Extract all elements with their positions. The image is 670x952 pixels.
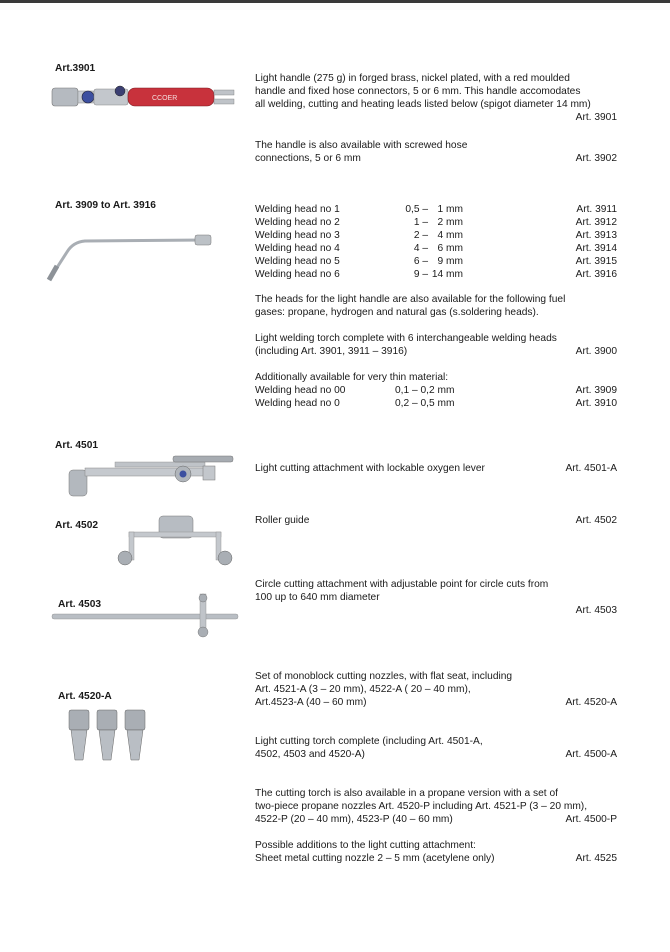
- circle-line-1: Circle cutting attachment with adjustable point for circle cuts from: [255, 579, 549, 590]
- welding-head-name: Welding head no 2: [255, 217, 340, 228]
- cutting-attachment-image: [65, 452, 240, 500]
- label-art-3909-3916: Art. 3909 to Art. 3916: [55, 200, 156, 211]
- nozzles-line-2: Art. 4521-A (3 – 20 mm), 4522-A ( 20 – 40 mm),: [255, 684, 471, 695]
- thin-name: Welding head no 0: [255, 398, 340, 409]
- handle-desc-line-1: Light handle (275 g) in forged brass, nickel plated, with a red moulded: [255, 73, 570, 84]
- welding-head-name: Welding head no 1: [255, 204, 340, 215]
- handle-desc-line-3: all welding, cutting and heating leads listed below (spigot diameter 14 mm): [255, 99, 591, 110]
- label-art-4502: Art. 4502: [55, 520, 99, 531]
- light-handle-image: [50, 80, 240, 114]
- welding-head-range-from: 1 –: [413, 217, 428, 228]
- additions-line: Sheet metal cutting nozzle 2 – 5 mm (acetylene only): [255, 853, 495, 864]
- nozzles-line-3: Art.4523-A (40 – 60 mm): [255, 697, 367, 708]
- welding-head-name: Welding head no 4: [255, 243, 340, 254]
- welding-head-range-from: 0,5 –: [405, 204, 428, 215]
- fuel-line-2: gases: propane, hydrogen and natural gas (s.soldering heads).: [255, 307, 539, 318]
- welding-head-range-from: 4 –: [413, 243, 428, 254]
- torch-line-2: (including Art. 3901, 3911 – 3916): [255, 346, 408, 357]
- handle-art: Art. 3901: [575, 112, 617, 123]
- welding-head-art: Art. 3912: [575, 217, 617, 228]
- propane-line-1: The cutting torch is also available in a propane version with a set of: [255, 788, 558, 799]
- cuttorch-art: Art. 4500-A: [565, 749, 617, 760]
- welding-head-range-to: 1 mm: [437, 204, 463, 215]
- nozzles-image: [65, 708, 150, 766]
- welding-head-art: Art. 3916: [575, 269, 617, 280]
- welding-head-art: Art. 3915: [575, 256, 617, 267]
- additions-art: Art. 4525: [575, 853, 617, 864]
- welding-head-range-from: 6 –: [413, 256, 428, 267]
- welding-head-row: [255, 203, 617, 216]
- welding-head-range-to: 9 mm: [437, 256, 463, 267]
- welding-head-art: Art. 3913: [575, 230, 617, 241]
- cutting-art: Art. 4501-A: [565, 463, 617, 474]
- welding-head-row: [255, 268, 617, 281]
- roller-text: Roller guide: [255, 515, 310, 526]
- roller-guide-image: [115, 512, 235, 570]
- welding-head-range-to: 6 mm: [437, 243, 463, 254]
- thin-name: Welding head no 00: [255, 385, 346, 396]
- circle-line-2: 100 up to 640 mm diameter: [255, 592, 380, 603]
- handle-brand-text: CCOER: [152, 95, 178, 102]
- screwed-art: Art. 3902: [575, 153, 617, 164]
- torch-art: Art. 3900: [575, 346, 617, 357]
- welding-head-name: Welding head no 3: [255, 230, 340, 241]
- circle-art: Art. 4503: [575, 605, 617, 616]
- thin-art: Art. 3909: [575, 385, 617, 396]
- screwed-line-1: The handle is also available with screwed hose: [255, 140, 468, 151]
- thin-art: Art. 3910: [575, 398, 617, 409]
- welding-head-row: [255, 229, 617, 242]
- additions-intro: Possible additions to the light cutting attachment:: [255, 840, 476, 851]
- label-art-3901: Art.3901: [55, 63, 96, 74]
- welding-head-range-from: 2 –: [413, 230, 428, 241]
- welding-head-row: [255, 242, 617, 255]
- thin-range: 0,2 – 0,5 mm: [395, 398, 455, 409]
- thin-range: 0,1 – 0,2 mm: [395, 385, 455, 396]
- cuttorch-line-1: Light cutting torch complete (including Art. 4501-A,: [255, 736, 483, 747]
- screwed-line-2: connections, 5 or 6 mm: [255, 153, 361, 164]
- handle-desc-line-2: handle and fixed hose connectors, 5 or 6 mm. This handle accomodates: [255, 86, 581, 97]
- welding-head-range-to: 2 mm: [437, 217, 463, 228]
- circle-cutting-image: [50, 590, 242, 640]
- label-art-4501: Art. 4501: [55, 440, 99, 451]
- welding-head-art: Art. 3911: [576, 204, 617, 215]
- nozzles-art: Art. 4520-A: [565, 697, 617, 708]
- welding-head-range-to: 14 mm: [431, 269, 463, 280]
- thin-intro: Additionally available for very thin material:: [255, 372, 449, 383]
- top-rule: [0, 0, 670, 3]
- welding-head-image: [45, 228, 215, 286]
- welding-head-row: [255, 255, 617, 268]
- thin-row: [255, 397, 617, 410]
- welding-head-range-from: 9 –: [413, 269, 428, 280]
- welding-head-range-to: 4 mm: [437, 230, 463, 241]
- fuel-line-1: The heads for the light handle are also available for the following fuel: [255, 294, 566, 305]
- welding-head-art: Art. 3914: [575, 243, 617, 254]
- cuttorch-line-2: 4502, 4503 and 4520-A): [255, 749, 365, 760]
- thin-row: [255, 384, 617, 397]
- label-art-4520-a: Art. 4520-A: [58, 691, 112, 702]
- propane-line-2: two-piece propane nozzles Art. 4520-P including Art. 4521-P (3 – 20 mm),: [255, 801, 588, 812]
- welding-head-name: Welding head no 5: [255, 256, 340, 267]
- label-art-4503: Art. 4503: [58, 599, 102, 610]
- propane-art: Art. 4500-P: [565, 814, 617, 825]
- torch-line-1: Light welding torch complete with 6 interchangeable welding heads: [255, 333, 557, 344]
- welding-head-name: Welding head no 6: [255, 269, 340, 280]
- roller-art: Art. 4502: [575, 515, 617, 526]
- propane-line-3: 4522-P (20 – 40 mm), 4523-P (40 – 60 mm): [255, 814, 453, 825]
- cutting-text: Light cutting attachment with lockable oxygen lever: [255, 463, 485, 474]
- nozzles-line-1: Set of monoblock cutting nozzles, with flat seat, including: [255, 671, 513, 682]
- welding-head-row: [255, 216, 617, 229]
